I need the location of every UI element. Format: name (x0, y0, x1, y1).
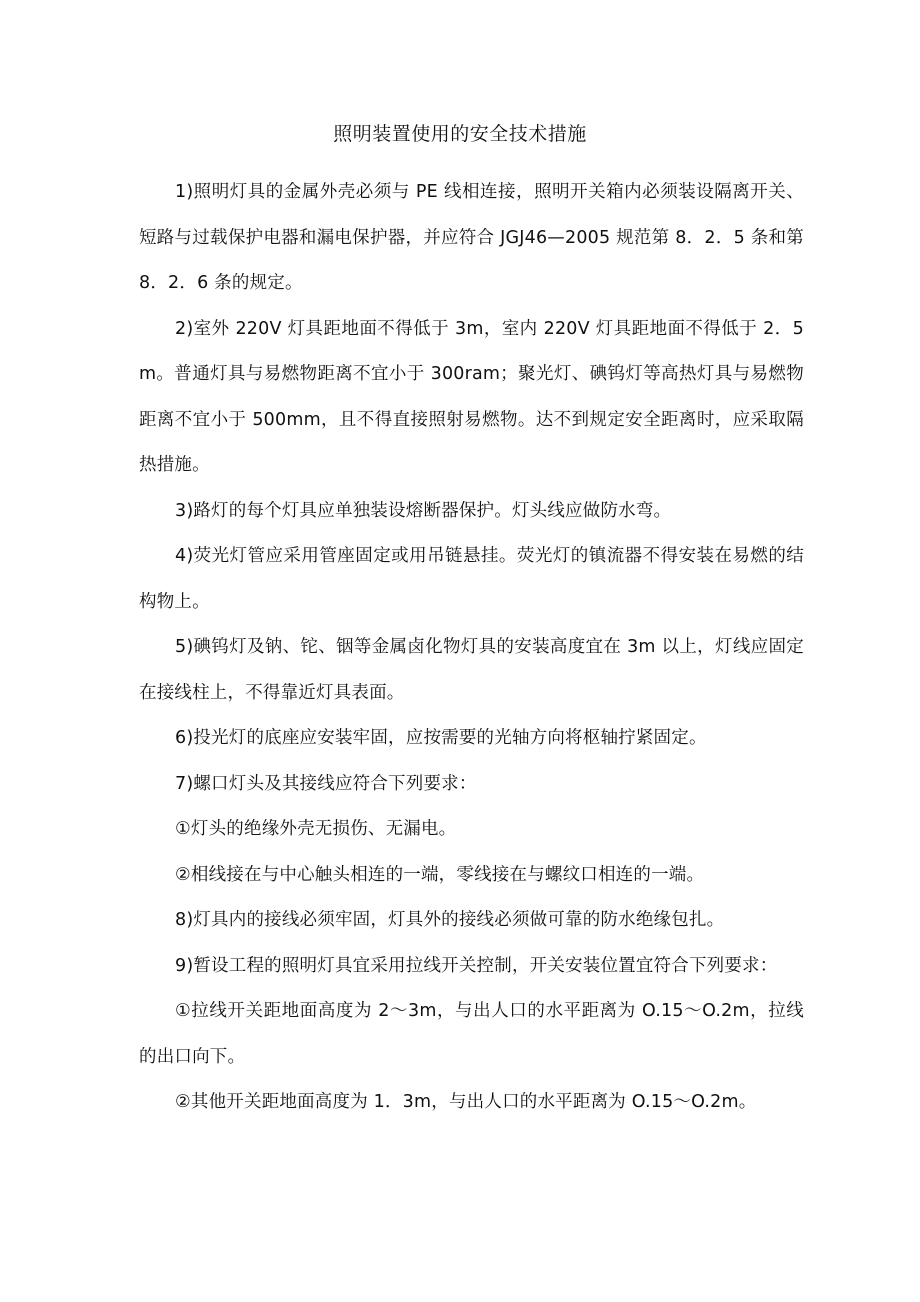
paragraph-7-item-1: ①灯头的绝缘外壳无损伤、无漏电。 (175, 819, 457, 839)
document-title: 照明装置使用的安全技术措施 (333, 123, 587, 145)
document-body (139, 170, 804, 1126)
paragraph-2: 2)室外 220V 灯具距地面不得低于 3m，室内 220V 灯具距地面不得低于 2．5m。普通灯具与易燃物距离不宜小于 300ram；聚光灯、碘钨灯等高热灯具与易燃物距离不宜小于 500mm，且不得直接照射易燃物。达不到规定安全距离时，应采取隔热措施。 (139, 318, 804, 475)
paragraph-1: 1)照明灯具的金属外壳必须与 PE 线相连接，照明开关箱内必须装设隔离开关、短路与过载保护电器和漏电保护器，并应符合 JGJ46—2005 规范第 8．2．5 条和第 8．2．6 条的规定。 (139, 182, 804, 293)
paragraph-4: 4)荧光灯管应采用管座固定或用吊链悬挂。荧光灯的镇流器不得安装在易燃的结构物上。 (139, 546, 804, 612)
paragraph-5: 5)碘钨灯及钠、铊、铟等金属卤化物灯具的安装高度宜在 3m 以上，灯线应固定在接线柱上，不得靠近灯具表面。 (139, 637, 804, 703)
paragraph-6: 6)投光灯的底座应安装牢固，应按需要的光轴方向将枢轴拧紧固定。 (175, 728, 707, 748)
paragraph-7-item-2: ②相线接在与中心触头相连的一端，零线接在与螺纹口相连的一端。 (175, 864, 705, 885)
paragraph-8: 8)灯具内的接线必须牢固，灯具外的接线必须做可靠的防水绝缘包扎。 (175, 910, 725, 930)
paragraph-9-item-1: ①拉线开关距地面高度为 2～3m，与出人口的水平距离为 O.15～O.2m，拉线的出口向下。 (139, 1001, 804, 1067)
paragraph-9-item-2: ②其他开关距地面高度为 1．3m，与出人口的水平距离为 O.15～O.2m。 (175, 1092, 757, 1112)
paragraph-3: 3)路灯的每个灯具应单独装设熔断器保护。灯头线应做防水弯。 (175, 500, 672, 521)
paragraph-9: 9)暂设工程的照明灯具宜采用拉线开关控制，开关安装位置宜符合下列要求： (175, 955, 778, 976)
paragraph-7: 7)螺口灯头及其接线应符合下列要求： (175, 773, 477, 794)
